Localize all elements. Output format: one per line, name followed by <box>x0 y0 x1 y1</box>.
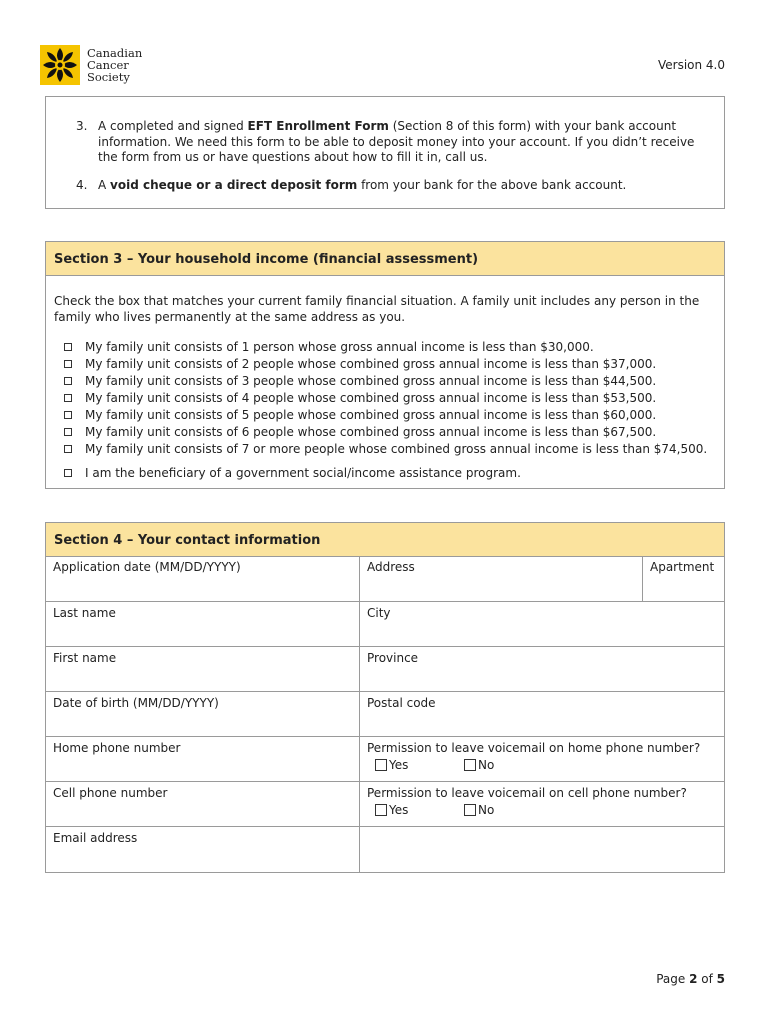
income-option <box>64 355 707 372</box>
last-name-field[interactable] <box>46 602 360 646</box>
address-label: Address <box>367 560 415 574</box>
income-option-label: My family unit consists of 6 people whose combined gross annual income is less than $67,500. <box>85 424 657 439</box>
home-voicemail-label: Permission to leave voicemail on home phone number? <box>367 741 701 755</box>
cell-phone-label: Cell phone number <box>53 786 168 800</box>
home-voicemail-yes-checkbox[interactable] <box>375 759 387 771</box>
version-label: Version 4.0 <box>657 58 725 72</box>
item-number: 3. <box>76 119 88 133</box>
contact-row <box>46 826 724 873</box>
home-voicemail-choices <box>367 758 717 772</box>
section-3-household-income <box>45 241 725 489</box>
city-field[interactable] <box>360 602 724 646</box>
contact-row <box>46 556 724 601</box>
section-3-intro: Check the box that matches your current family financial situation. A family unit includes any person in the family who lives permanently at the same address as you. <box>54 294 700 324</box>
apartment-field[interactable] <box>643 556 724 601</box>
apartment-label: Apartment <box>650 560 715 574</box>
contact-row <box>46 646 724 691</box>
address-field[interactable] <box>360 556 643 601</box>
income-option <box>64 440 707 457</box>
beneficiary-label: I am the beneficiary of a government social/income assistance program. <box>85 466 521 480</box>
daffodil-icon <box>40 45 80 85</box>
postal-code-label: Postal code <box>367 696 436 710</box>
income-checkbox[interactable] <box>64 428 72 436</box>
home-voicemail-permission <box>360 737 724 781</box>
logo-line: Cancer <box>87 58 129 72</box>
no-label: No <box>478 758 495 772</box>
date-of-birth-field[interactable] <box>46 692 360 736</box>
cell-voicemail-label: Permission to leave voicemail on cell phone number? <box>367 786 687 800</box>
yes-label: Yes <box>389 803 409 817</box>
income-option <box>64 389 707 406</box>
cell-voicemail-yes-checkbox[interactable] <box>375 804 387 816</box>
logo-line: Society <box>87 70 130 84</box>
canadian-cancer-society-logo <box>40 45 142 85</box>
income-option-label: My family unit consists of 7 or more people whose combined gross annual income is less than $74,500. <box>85 441 708 456</box>
page-current: 2 <box>689 972 698 986</box>
income-option <box>64 406 707 423</box>
item-text-pre: A completed and signed <box>98 119 248 133</box>
income-option <box>64 423 707 440</box>
item-text-post: from your bank for the above bank account. <box>357 178 627 192</box>
cell-phone-field[interactable] <box>46 782 360 826</box>
income-option <box>64 338 707 355</box>
item-text-bold: void cheque or a direct deposit form <box>110 178 358 192</box>
date-of-birth-label: Date of birth (MM/DD/YYYY) <box>53 696 219 710</box>
first-name-field[interactable] <box>46 647 360 691</box>
province-label: Province <box>367 651 419 665</box>
income-checkbox[interactable] <box>64 445 72 453</box>
beneficiary-option <box>64 466 521 480</box>
item-text-post: (Section 8 of this form) with your bank account information. We need this form to be able to deposit money into your account. If you didn’t receive the form from us or have questions about how to fill it in, call us. <box>98 119 695 164</box>
section-4-title: Section 4 – Your contact information <box>46 523 724 557</box>
income-checkbox[interactable] <box>64 360 72 368</box>
income-option-label: My family unit consists of 4 people whose combined gross annual income is less than $53,500. <box>85 390 657 405</box>
beneficiary-checkbox[interactable] <box>64 469 72 477</box>
postal-code-field[interactable] <box>360 692 724 736</box>
item-text-pre: A <box>98 178 111 192</box>
email-label: Email address <box>53 831 138 845</box>
home-voicemail-no-checkbox[interactable] <box>464 759 476 771</box>
logo-wordmark <box>87 47 142 83</box>
income-option-label: My family unit consists of 3 people whose combined gross annual income is less than $44,500. <box>85 373 657 388</box>
cell-voicemail-permission <box>360 782 724 826</box>
contact-row <box>46 736 724 781</box>
page-of: of <box>697 972 717 986</box>
yes-label: Yes <box>389 758 409 772</box>
item-text <box>98 178 708 194</box>
first-name-label: First name <box>53 651 117 665</box>
page-prefix: Page <box>656 972 690 986</box>
email-field[interactable] <box>46 827 360 873</box>
city-label: City <box>367 606 391 620</box>
province-field[interactable] <box>360 647 724 691</box>
home-phone-label: Home phone number <box>53 741 181 755</box>
cell-voicemail-choices <box>367 803 717 817</box>
page-number <box>656 972 725 986</box>
income-option-label: My family unit consists of 2 people whose combined gross annual income is less than $37,000. <box>85 356 657 371</box>
no-label: No <box>478 803 495 817</box>
item-text-bold: EFT Enrollment Form <box>247 119 389 133</box>
contact-row <box>46 691 724 736</box>
income-checkbox[interactable] <box>64 377 72 385</box>
income-checkbox[interactable] <box>64 343 72 351</box>
last-name-label: Last name <box>53 606 116 620</box>
application-date-label: Application date (MM/DD/YYYY) <box>53 560 241 574</box>
application-date-field[interactable] <box>46 556 360 601</box>
income-checkbox[interactable] <box>64 411 72 419</box>
section-4-contact-information <box>45 522 725 873</box>
income-options <box>64 338 707 457</box>
income-checkbox[interactable] <box>64 394 72 402</box>
empty-cell <box>360 827 724 873</box>
income-option <box>64 372 707 389</box>
item-text <box>98 119 708 166</box>
contact-row <box>46 601 724 646</box>
required-documents-box <box>45 96 725 209</box>
page-total: 5 <box>716 972 725 986</box>
income-option-label: My family unit consists of 5 people whose combined gross annual income is less than $60,000. <box>85 407 657 422</box>
section-3-title: Section 3 – Your household income (financial assessment) <box>46 242 724 276</box>
cell-voicemail-no-checkbox[interactable] <box>464 804 476 816</box>
logo-line: Canadian <box>87 46 143 60</box>
item-number: 4. <box>76 178 88 192</box>
income-option-label: My family unit consists of 1 person whose gross annual income is less than $30,000. <box>85 339 594 354</box>
contact-row <box>46 781 724 826</box>
home-phone-field[interactable] <box>46 737 360 781</box>
